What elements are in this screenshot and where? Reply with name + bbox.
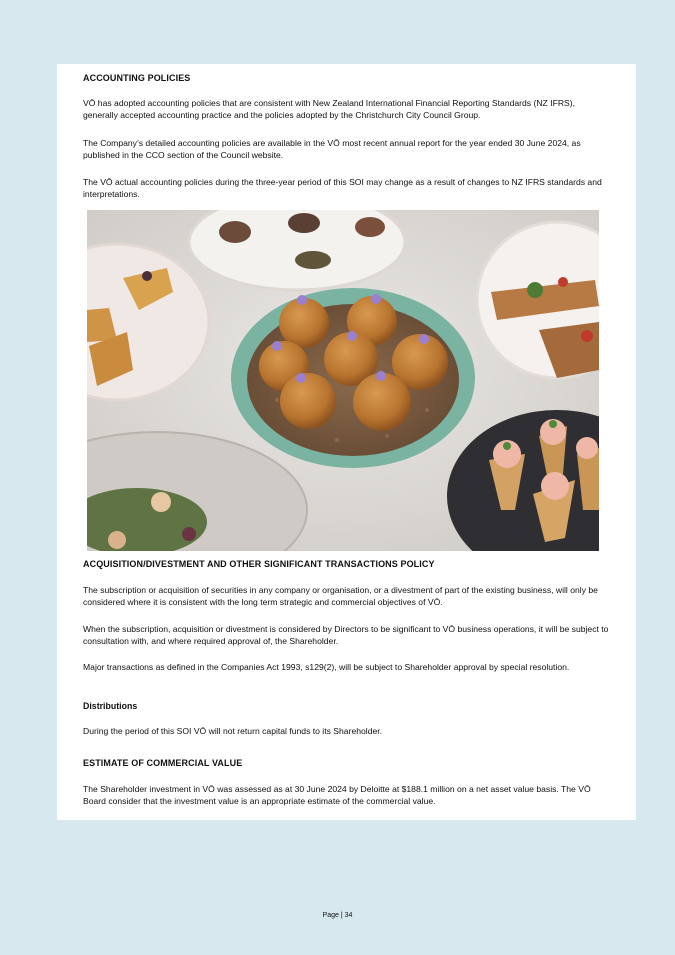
page-number: Page | 34 (322, 912, 353, 919)
estimate-heading: ESTIMATE OF COMMERCIAL VALUE (83, 758, 243, 768)
accounting-paragraph-3: The VŌ actual accounting policies during the three-year period of this SOI may change as a result of changes to NZ IFRS standards and interpretations. (83, 177, 602, 199)
acquisition-paragraph-1: The subscription or acquisition of securities in any company or organisation, or a divestment of part of the existing business, will only be considered where it is consistent with the long term strategic and commercial objectives of VŌ. (83, 585, 598, 607)
food-platter-photo (87, 210, 599, 551)
accounting-paragraph-2: The Company’s detailed accounting policies are available in the VŌ most recent annual report for the year ended 30 June 2024, as published in the CCO section of the Council website. (83, 138, 581, 160)
accounting-policies-heading: ACCOUNTING POLICIES (83, 73, 191, 83)
acquisition-paragraph-3: Major transactions as defined in the Companies Act 1993, s129(2), will be subject to Shareholder approval by special resolution. (83, 662, 570, 672)
acquisition-heading: ACQUISITION/DIVESTMENT AND OTHER SIGNIFICANT TRANSACTIONS POLICY (83, 559, 435, 569)
document-page (57, 64, 636, 820)
distributions-text: During the period of this SOI VŌ will not return capital funds to its Shareholder. (83, 726, 383, 736)
accounting-paragraph-1: VŌ has adopted accounting policies that are consistent with New Zealand International Financial Reporting Standards (NZ IFRS), generally accepted accounting practice and the policies adopted by the Christchurch City Council Group. (83, 98, 576, 120)
acquisition-paragraph-2: When the subscription, acquisition or divestment is considered by Directors to be significant to VŌ business operations, it will be subject to consultation with, and where required approval of, the Shareholder. (83, 624, 609, 646)
distributions-heading: Distributions (83, 701, 138, 711)
estimate-text: The Shareholder investment in VŌ was assessed as at 30 June 2024 by Deloitte at $188.1 million on a net asset value basis. The VŌ Board consider that the investment value is an appropriate estimate of the commercial value. (83, 784, 591, 806)
